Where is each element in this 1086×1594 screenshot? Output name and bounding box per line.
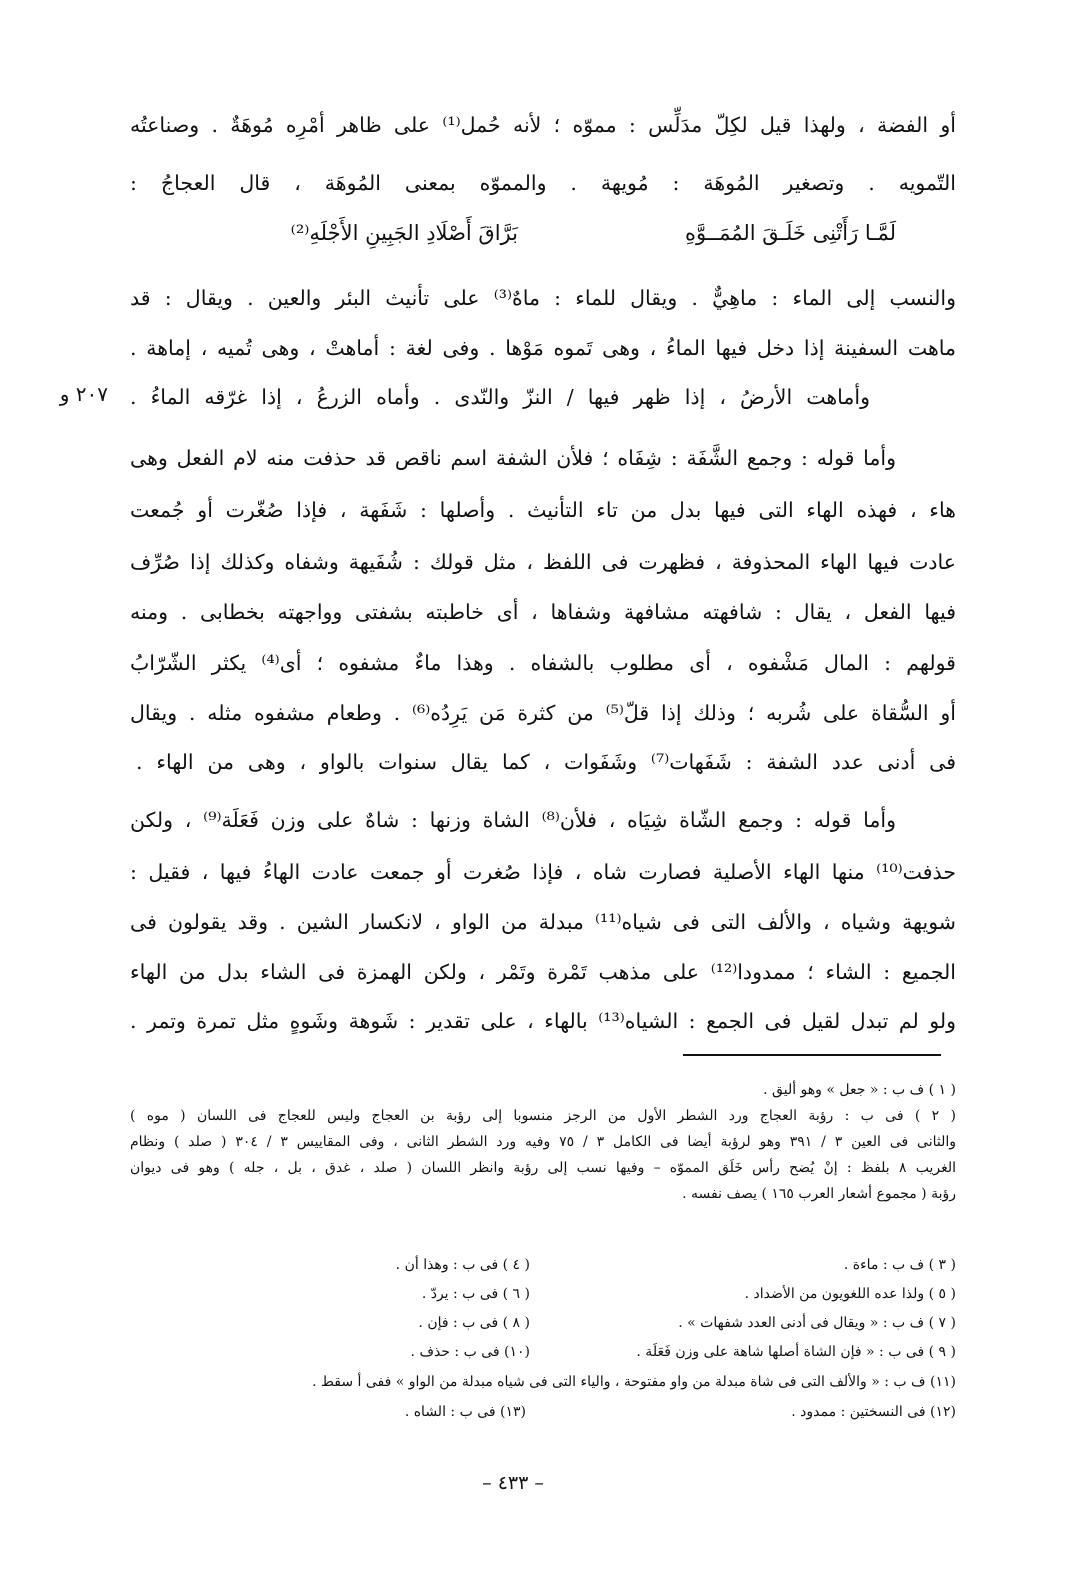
footnote-10: (١٠) فى ب : حذف . [410, 1344, 530, 1360]
text-line: أو الفضة ، ولهذا قيل لكِلّ مدَلِّس : مموّه ؛ لأنه حُمل⁽¹⁾ على ظاهر أمْرِه مُوهَةٌ . وصناعتُه [130, 113, 956, 137]
text-line: أو السُّقاة على شُربه ؛ وذلك إذا قلّ⁽⁵⁾ من كثرة مَن يَرِدُه⁽⁶⁾ . وطعام مشفوه مثله . ويقال [130, 701, 956, 725]
footnote-2-line: رؤبة ( مجموع أشعار العرب ١٦٥ ) يصف نفسه . [682, 1186, 956, 1202]
text-line: والنسب إلى الماء : ماهِيٌّ . ويقال للماء : ماهٌ⁽³⁾ على تأنيث البئر والعين . ويقال : قد [130, 286, 956, 310]
footnote-1: ( ١ ) ف ب : « جعل » وهو أليق . [763, 1082, 956, 1098]
footnote-11: (١١) ف ب : « والألف التى فى شاة مبدلة من واو مفتوحة ، والياء التى فى شياه مبدلة من الواو » ففى أ سقط . [312, 1374, 956, 1390]
footnote-2-line: ( ٢ ) فى ب : رؤبة العجاج ورد الشطر الأول من الرجز منسوبا إلى رؤبة بن العجاج وليس للعجاج فى اللسان ( موه ) [130, 1108, 956, 1124]
verse-hemistich-second: بَرَّاقَ أَصْلَادِ الجَبِينِ الأَجْلَهِ⁽²⁾ [290, 221, 518, 245]
text-line: شويهة وشياه ، والألف التى فى شياه⁽¹¹⁾ مبدلة من الواو ، لانكسار الشين . وقد يقولون فى [130, 910, 956, 934]
manuscript-folio-ref: ٢٠٧ و [59, 382, 108, 406]
text-line: عادت فيها الهاء المحذوفة ، فظهرت فى اللفظ ، مثل قولك : شُفَيهة وشفاه وكذلك إذا صُرِّف [130, 550, 956, 574]
footnote-9: ( ٩ ) فى ب : « فإن الشاة أصلها شاهة على وزن فَعَلَة . [636, 1344, 956, 1360]
text-line: هاء ، فهذه الهاء التى فيها بدل من تاء التأنيث . وأصلها : شَفَهة ، فإذا صُغّرت أو جُمعت [130, 498, 956, 522]
footnote-separator [683, 1054, 941, 1056]
footnote-3: ( ٣ ) ف ب : ماءة . [843, 1257, 956, 1273]
footnote-6: ( ٦ ) فى ب : يردّ . [421, 1286, 530, 1302]
footnote-8: ( ٨ ) فى ب : فإن . [418, 1315, 530, 1331]
footnote-13: (١٣) فى ب : الشاه . [404, 1404, 526, 1420]
footnote-2-line: الغريب ٨ بلفظ : إنْ يُضح رأس خَلَق المموّه – وفيها نسب إلى رؤبة وانظر اللسان ( صلد ، غدق ، بل ، جله ) وهو فى ديوان [130, 1160, 956, 1176]
footnote-7: ( ٧ ) ف ب : « ويقال فى أدنى العدد شفهات » . [678, 1315, 956, 1331]
text-line: الجميع : الشاء ؛ ممدودا⁽¹²⁾ على مذهب تَمْرة وتَمْر ، ولكن الهمزة فى الشاء بدل من الهاء [130, 960, 956, 984]
verse-hemistich-first: لَمَّـا رَأَتْنِى خَلَـقَ المُمَــوَّهِ [684, 221, 896, 245]
footnote-4: ( ٤ ) فى ب : وهذا أن . [395, 1257, 530, 1273]
text-line: قولهم : المال مَشْفوه ، أى مطلوب بالشفاه . وهذا ماءٌ مشفوه ؛ أى⁽⁴⁾ يكثر الشّرّابُ [130, 651, 956, 675]
footnote-12: (١٢) فى النسختين : ممدود . [791, 1404, 956, 1420]
text-line: فيها الفعل ، يقال : شافهته مشافهة وشفاها ، أى خاطبته بشفتى وواجهته بخطابى . ومنه [130, 600, 956, 624]
text-line: ماهت السفينة إذا دخل فيها الماءُ ، وهى تَموه مَوْها . وفى لغة : أماهتْ ، وهى تُميه ، إماهة . [130, 336, 956, 360]
text-line: وأما قوله : وجمع الشّاة شِيَاه ، فلأن⁽⁸⁾ الشاة وزنها : شاهٌ على وزن فَعَلَة⁽⁹⁾ ، ولكن [130, 808, 896, 832]
footnote-5: ( ٥ ) ولذا عده اللغويون من الأضداد . [744, 1286, 956, 1302]
text-line: ولو لم تبدل لقيل فى الجمع : الشياه⁽¹³⁾ بالهاء ، على تقدير : شَوهة وشَوهٍ مثل تمرة وتمر . [130, 1009, 956, 1033]
text-line: وأما قوله : وجمع الشَّفَة : شِفَاه ؛ فلأن الشفة اسم ناقص قد حذفت منه لام الفعل وهى [130, 446, 896, 470]
footnote-2-line: والثانى فى العين ٣ / ٣٩١ وهو لرؤبة أيضا فى الكامل ٣ / ٧٥ وفيه ورد الشطر الثانى ، وفى المقاييس ٣ / ٣٠٤ ( صلد ) ونظام [130, 1134, 956, 1150]
page-number: – ٤٣٣ – [482, 1472, 544, 1494]
text-line: التّمويه . وتصغير المُوهَة : مُويهة . والمموّه بمعنى المُوهَة ، قال العجاجُ : [130, 171, 956, 195]
text-line: حذفت⁽¹⁰⁾ منها الهاء الأصلية فصارت شاه ، فإذا صُغرت أو جمعت عادت الهاءُ فيها ، فقيل : [130, 860, 956, 884]
text-line: وأماهت الأرضُ ، إذا ظهر فيها / النزّ والنّدى . وأماه الزرعُ ، إذا غرّقه الماءُ . [130, 385, 870, 409]
text-line: فى أدنى عدد الشفة : شَفَهات⁽⁷⁾ وشَفَوات ، كما يقال سنوات بالواو ، وهى من الهاء . [136, 750, 956, 774]
